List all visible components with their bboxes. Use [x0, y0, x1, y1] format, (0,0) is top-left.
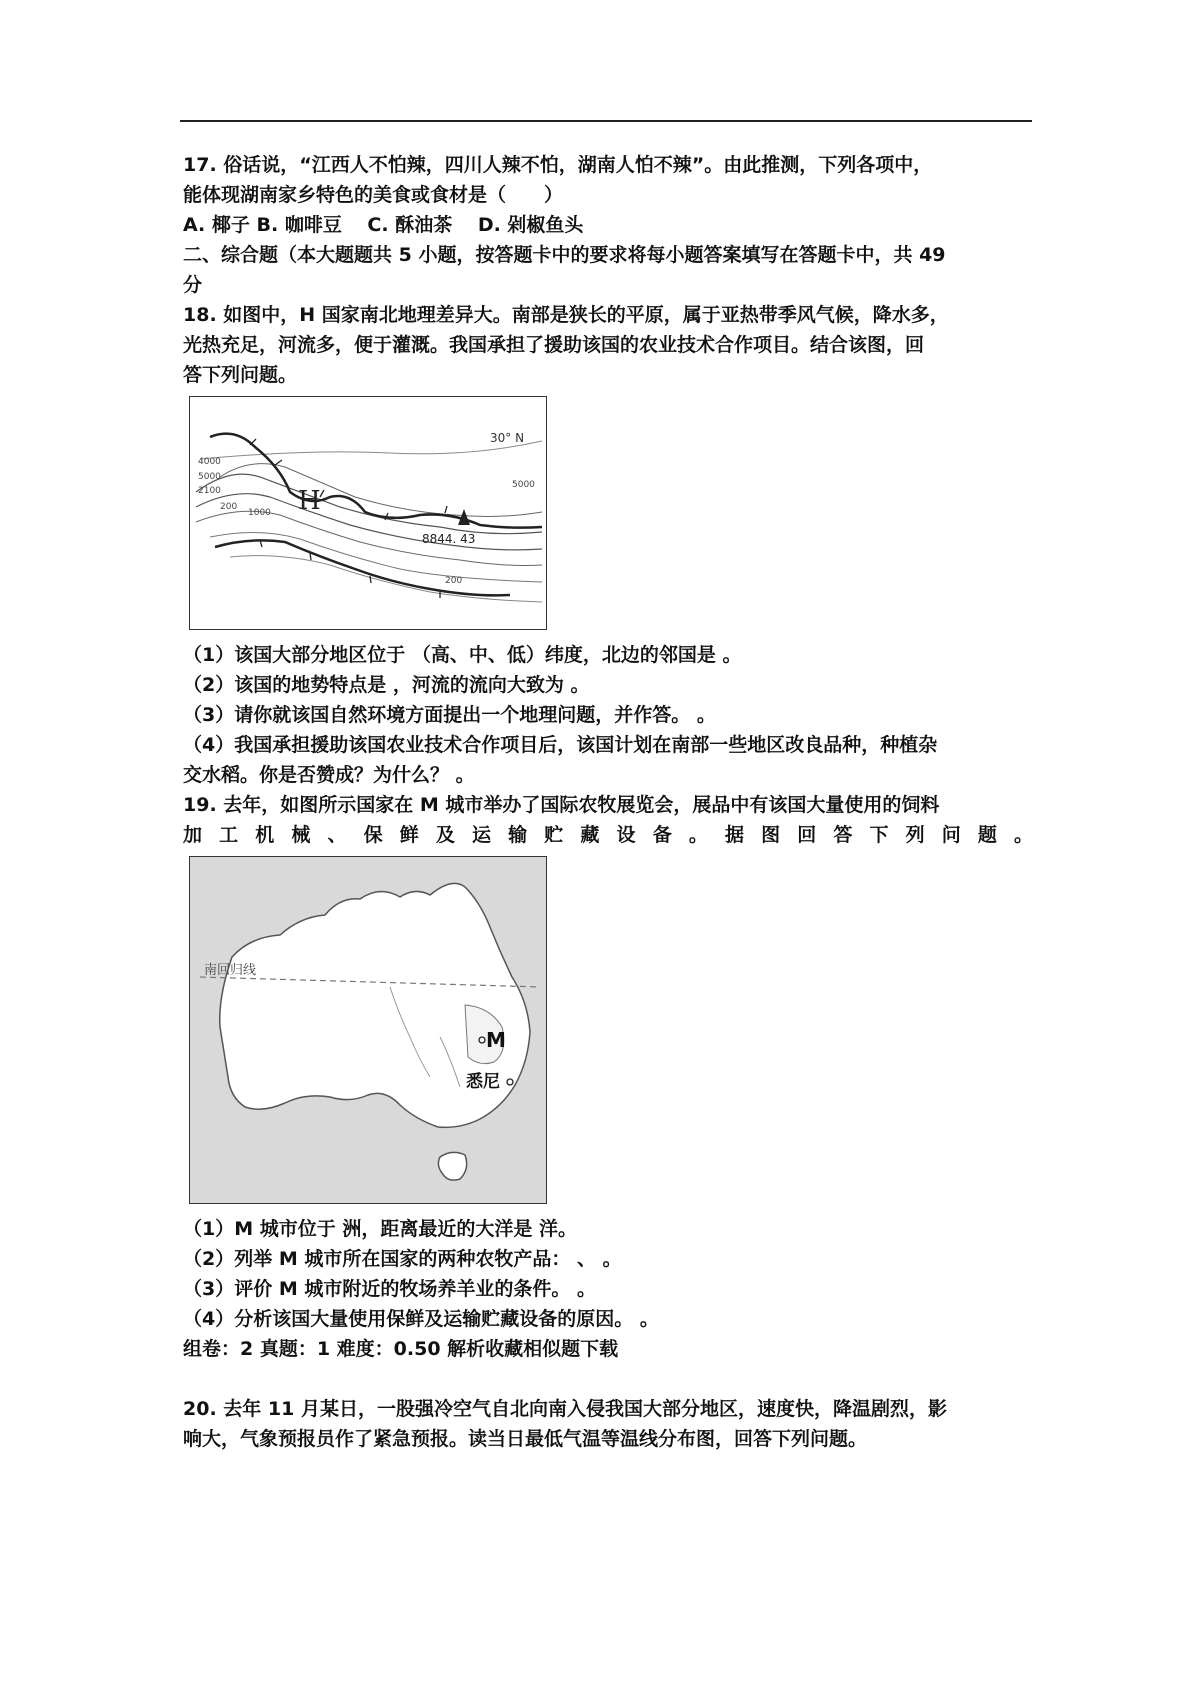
q18-stem-line2: 光热充足，河流多，便于灌溉。我国承担了援助该国的农业技术合作项目。结合该图，回	[183, 334, 925, 356]
q18-sub4-line2: 交水稻。你是否赞成？为什么？ 。	[183, 764, 475, 786]
city-sydney-label: 悉尼	[466, 1072, 500, 1092]
q19-sub3: （3）评价 M 城市附近的牧场养羊业的条件。 。	[183, 1278, 596, 1300]
q18-sub4-line1: （4）我国承担援助该国农业技术合作项目后，该国计划在南部一些地区改良品种，种植杂	[183, 734, 938, 756]
country-label: H	[298, 486, 321, 516]
spacer	[183, 1364, 1033, 1394]
q20-stem-line1: 20. 去年 11 月某日，一股强冷空气自北向南入侵我国大部分地区，速度快，降温剧烈，影	[183, 1398, 947, 1420]
tropic-label: 南回归线	[204, 963, 257, 978]
contour-label: 200	[445, 576, 463, 586]
q19-sub2: （2）列举 M 城市所在国家的两种农牧产品： 、 。	[183, 1248, 622, 1270]
contour-label: 4000	[198, 457, 221, 467]
contour-label: 200	[220, 502, 238, 512]
section2-heading-line1: 二、综合题（本大题题共 5 小题，按答题卡中的要求将每小题答案填写在答题卡中，共 49	[183, 244, 946, 266]
q20-stem-line2: 响大，气象预报员作了紧急预报。读当日最低气温等温线分布图，回答下列问题。	[183, 1428, 868, 1450]
peak-elevation-label: 8844. 43	[422, 532, 476, 546]
exam-page	[183, 150, 1033, 1454]
q18-sub3: （3）请你就该国自然环境方面提出一个地理问题，并作答。 。	[183, 704, 716, 726]
q18-stem-line1: 18. 如图中，H 国家南北地理差异大。南部是狭长的平原，属于亚热带季风气候，降水多，	[183, 304, 949, 326]
q18-sub1: （1）该国大部分地区位于 （高、中、低）纬度，北边的邻国是 。	[183, 644, 742, 666]
q19-stem-line2: 加工机械、保鲜及运输贮藏设备。据图回答下列问题。	[183, 824, 1033, 846]
contour-label: 5000	[198, 472, 221, 482]
latitude-label: 30° N	[490, 431, 525, 445]
q19-stem-line1: 19. 去年，如图所示国家在 M 城市举办了国际农牧展览会，展品中有该国大量使用的饲料	[183, 794, 940, 816]
australia-map	[189, 856, 547, 1204]
q18-stem-line3: 答下列问题。	[183, 364, 298, 386]
contour-label: 5000	[512, 480, 535, 490]
nepal-map	[189, 396, 547, 630]
section2-heading-line2: 分	[183, 274, 203, 296]
q19-meta: 组卷：2 真题：1 难度：0.50 解析收藏相似题下载	[183, 1338, 619, 1360]
top-rule	[180, 120, 1032, 122]
contour-label: 2100	[198, 486, 221, 496]
q17-options: A. 椰子 B. 咖啡豆 C. 酥油茶 D. 剁椒鱼头	[183, 214, 584, 236]
q17-stem-line2: 能体现湖南家乡特色的美食或食材是（ ）	[183, 184, 564, 206]
q19-sub4: （4）分析该国大量使用保鲜及运输贮藏设备的原因。 。	[183, 1308, 659, 1330]
q19-sub1: （1）M 城市位于 洲，距离最近的大洋是 洋。	[183, 1218, 577, 1240]
contour-label: 1000	[248, 508, 271, 518]
q18-sub2: （2）该国的地势特点是 ，河流的流向大致为 。	[183, 674, 590, 696]
q17-stem-line1: 17. 俗话说，“江西人不怕辣，四川人辣不怕，湖南人怕不辣”。由此推测，下列各项中，	[183, 154, 933, 176]
city-m-label: M	[486, 1028, 506, 1052]
